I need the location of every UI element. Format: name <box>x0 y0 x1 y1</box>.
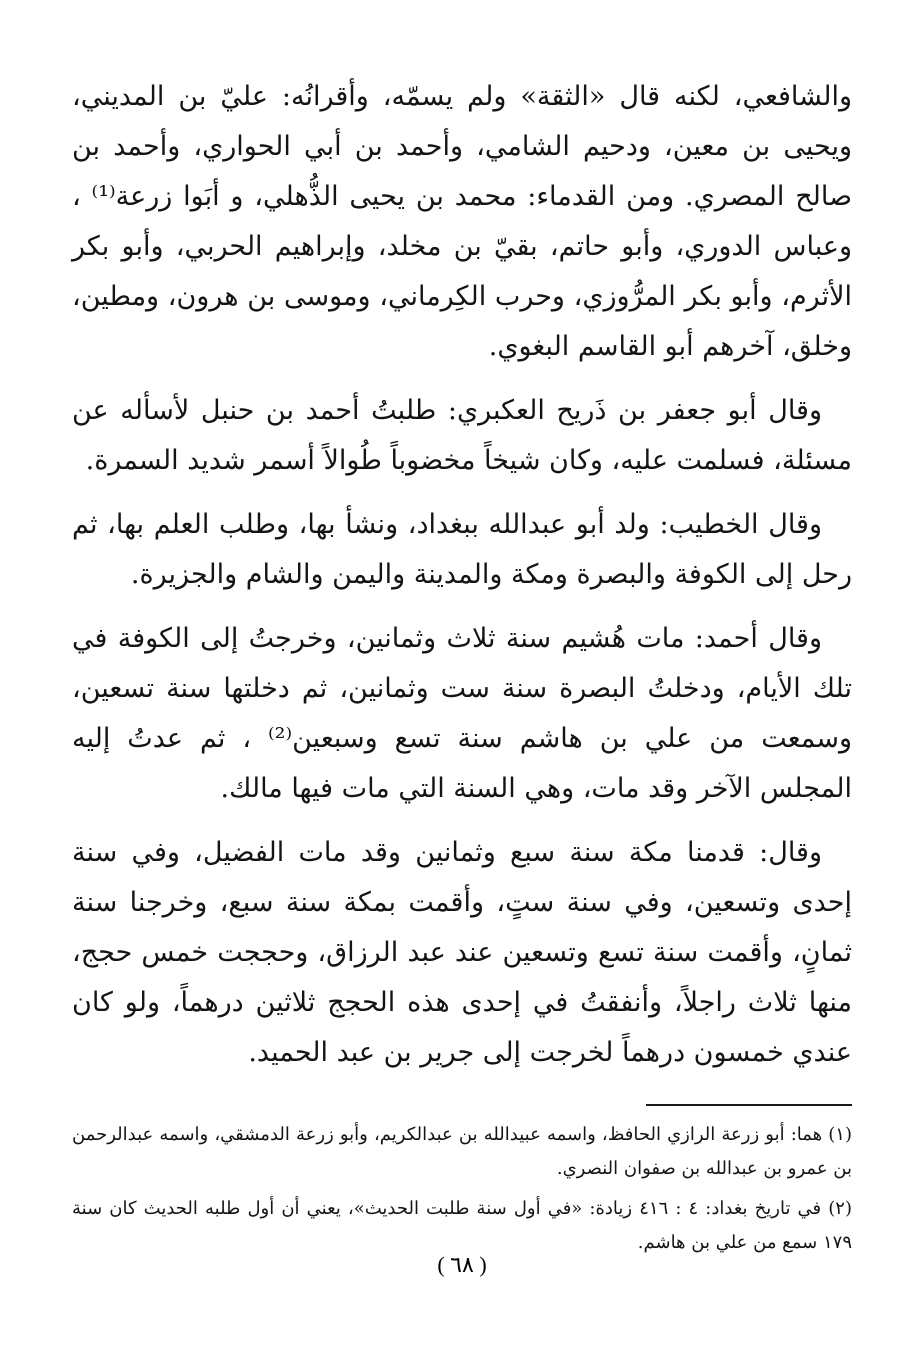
page-number: ( ٦٨ ) <box>437 1252 487 1277</box>
footnote-divider <box>646 1104 852 1106</box>
paragraph-1: والشافعي، لكنه قال «الثقة» ولم يسمّه، وأقرانُه: عليّ بن المديني، ويحيى بن معين، ودحيم الشامي، وأحمد بن أبي الحواري، وأحمد بن صالح المصري. ومن القدماء: محمد بن يحيى الذُّهلي، و أبَوا زرعة⁽¹⁾ ، وعباس الدوري، وأبو حاتم، بقيّ بن مخلد، وإبراهيم الحربي، وأبو بكر الأثرم، وأبو بكر المرُّوزي، وحرب الكِرماني، وموسى بن هرون، ومطين، وخلق، آخرهم أبو القاسم البغوي. <box>72 81 852 362</box>
paragraph-2: وقال أبو جعفر بن ذَريح العكبري: طلبتُ أحمد بن حنبل لأسأله عن مسئلة، فسلمت عليه، وكان شيخاً مخضوباً طُوالاً أسمر شديد السمرة. <box>72 395 852 476</box>
footnote-1: (١) هما: أبو زرعة الرازي الحافظ، واسمه عبيدالله بن عبدالكريم، وأبو زرعة الدمشقي، واسمه عبدالرحمن بن عمرو بن عبدالله بن صفوان النصري. <box>72 1124 852 1179</box>
footnote-2: (٢) في تاريخ بغداد: ٤ : ٤١٦ زيادة: «في أول سنة طلبت الحديث»، يعني أن أول طلبه الحديث كان سنة ١٧٩ سمع من علي بن هاشم. <box>72 1198 852 1253</box>
paragraph-4: وقال أحمد: مات هُشيم سنة ثلاث وثمانين، وخرجتُ إلى الكوفة في تلك الأيام، ودخلتُ البصرة سنة ست وثمانين، ثم دخلتها سنة تسعين، وسمعت من علي بن هاشم سنة تسع وسبعين⁽²⁾ ، ثم عدتُ إليه المجلس الآخر وقد مات، وهي السنة التي مات فيها مالك. <box>72 623 852 804</box>
paragraph-3: وقال الخطيب: ولد أبو عبدالله ببغداد، ونشأ بها، وطلب العلم بها، ثم رحل إلى الكوفة والبصرة ومكة والمدينة واليمن والشام والجزيرة. <box>72 509 852 590</box>
footnotes <box>72 1118 852 1260</box>
paragraph-5: وقال: قدمنا مكة سنة سبع وثمانين وقد مات الفضيل، وفي سنة إحدى وتسعين، وفي سنة ستٍ، وأقمت بمكة سنة سبع، وخرجنا سنة ثمانٍ، وأقمت سنة تسع وتسعين عند عبد الرزاق، وحججت خمس حجج، منها ثلاث راجلاً، وأنفقتُ في إحدى هذه الحجج ثلاثين درهماً، ولو كان عندي خمسون درهماً لخرجت إلى جرير بن عبد الحميد. <box>72 837 852 1068</box>
main-text <box>72 72 852 1078</box>
